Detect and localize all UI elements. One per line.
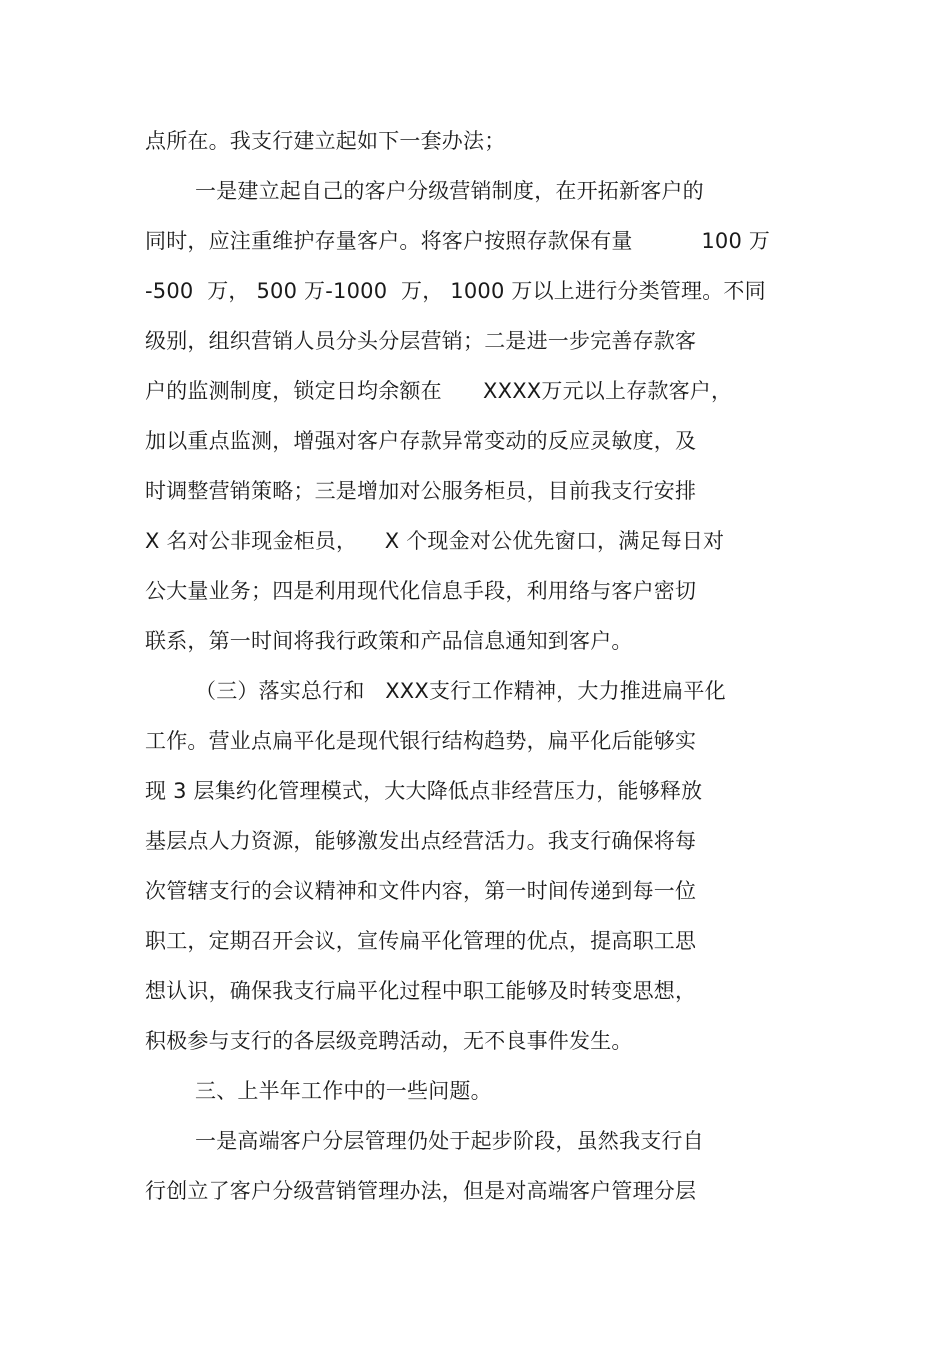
text-line: -500 万， 500 万-1000 万， 1000 万以上进行分类管理。不同 [145, 279, 766, 303]
text-line: 想认识，确保我支行扁平化过程中职工能够及时转变思想， [145, 979, 697, 1003]
text-line: 基层点人力资源，能够激发出点经营活力。我支行确保将每 [145, 829, 697, 853]
paragraph-start-line: 一是高端客户分层管理仍处于起步阶段，虽然我支行自 [195, 1129, 704, 1153]
text-line: 户的监测制度，锁定日均余额在 XXXX万元以上存款客户， [145, 379, 733, 403]
text-line: 时调整营销策略；三是增加对公服务柜员，目前我支行安排 [145, 479, 697, 503]
text-line: X 名对公非现金柜员， X 个现金对公优先窗口，满足每日对 [145, 529, 725, 553]
text-line: 同时，应注重维护存量客户。将客户按照存款保有量 100 万 [145, 229, 771, 253]
text-line: 现 3 层集约化管理模式，大大降低点非经营压力，能够释放 [145, 779, 703, 803]
text-line: 职工，定期召开会议，宣传扁平化管理的优点，提高职工思 [145, 929, 697, 953]
text-line: 次管辖支行的会议精神和文件内容，第一时间传递到每一位 [145, 879, 697, 903]
paragraph-start-line: 一是建立起自己的客户分级营销制度，在开拓新客户的 [195, 179, 704, 203]
text-line: 加以重点监测，增强对客户存款异常变动的反应灵敏度，及 [145, 429, 697, 453]
section-heading-line: （三）落实总行和 XXX支行工作精神，大力推进扁平化 [195, 679, 726, 703]
text-line: 公大量业务；四是利用现代化信息手段，利用络与客户密切 [145, 579, 697, 603]
text-line: 级别，组织营销人员分头分层营销；二是进一步完善存款客 [145, 329, 697, 353]
text-line: 联系，第一时间将我行政策和产品信息通知到客户。 [145, 629, 633, 653]
text-line: 行创立了客户分级营销管理办法，但是对高端客户管理分层 [145, 1179, 697, 1203]
section-heading-line: 三、上半年工作中的一些问题。 [195, 1079, 492, 1103]
text-line: 积极参与支行的各层级竞聘活动，无不良事件发生。 [145, 1029, 633, 1053]
text-line: 工作。营业点扁平化是现代银行结构趋势，扁平化后能够实 [145, 729, 697, 753]
text-line: 点所在。我支行建立起如下一套办法； [145, 129, 506, 153]
